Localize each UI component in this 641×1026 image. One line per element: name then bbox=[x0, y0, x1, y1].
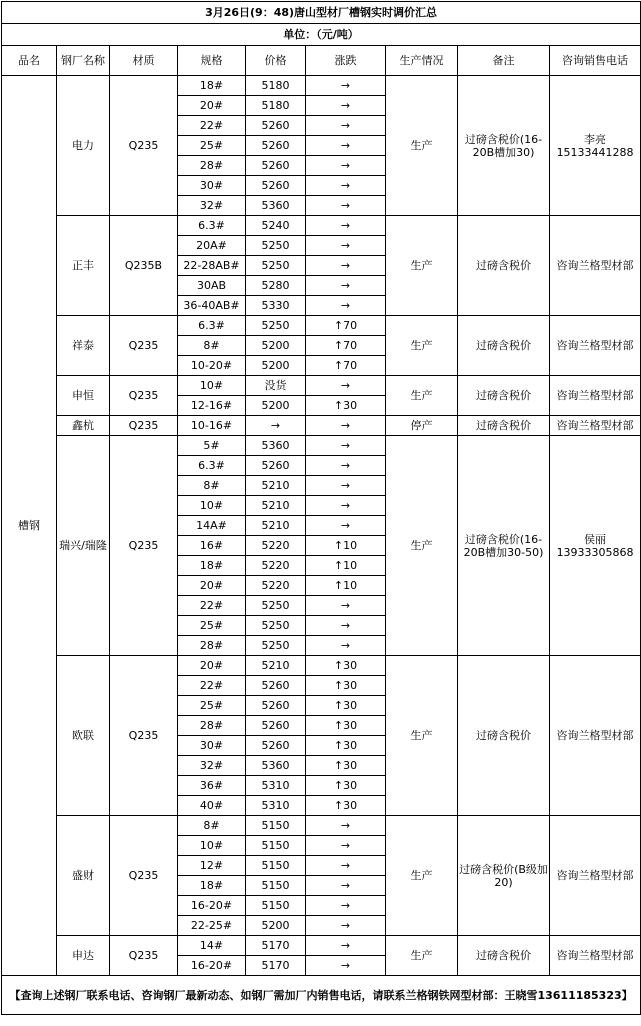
mill-name: 瑞兴/瑞隆 bbox=[57, 436, 110, 656]
contact: 咨询兰格型材部 bbox=[550, 376, 641, 416]
price-cell: 5260 bbox=[246, 676, 306, 696]
change-cell: ↑30 bbox=[306, 676, 386, 696]
material: Q235 bbox=[110, 76, 178, 216]
spec-cell: 20A# bbox=[178, 236, 246, 256]
price-cell: 5220 bbox=[246, 536, 306, 556]
change-cell: ↑30 bbox=[306, 716, 386, 736]
production-status: 生产 bbox=[386, 816, 458, 936]
price-cell: 5180 bbox=[246, 76, 306, 96]
change-cell: → bbox=[306, 116, 386, 136]
spec-cell: 18# bbox=[178, 876, 246, 896]
spec-cell: 6.3# bbox=[178, 216, 246, 236]
header-spec: 规格 bbox=[178, 46, 246, 76]
spec-cell: 10-16# bbox=[178, 416, 246, 436]
spec-cell: 8# bbox=[178, 816, 246, 836]
contact: 咨询兰格型材部 bbox=[550, 416, 641, 436]
change-cell: ↑30 bbox=[306, 736, 386, 756]
header-material: 材质 bbox=[110, 46, 178, 76]
table-row bbox=[2, 216, 641, 236]
price-cell: 5250 bbox=[246, 636, 306, 656]
material: Q235 bbox=[110, 816, 178, 936]
contact: 咨询兰格型材部 bbox=[550, 216, 641, 316]
spec-cell: 16# bbox=[178, 536, 246, 556]
change-cell: → bbox=[306, 616, 386, 636]
price-cell: 5210 bbox=[246, 656, 306, 676]
footer-note: 【查询上述钢厂联系电话、咨询钢厂最新动态、如钢厂需加厂内销售电话，请联系兰格钢铁网型材部：王晓雪13611185323】 bbox=[2, 976, 641, 1015]
price-cell: 5150 bbox=[246, 816, 306, 836]
contact: 咨询兰格型材部 bbox=[550, 316, 641, 376]
spec-cell: 18# bbox=[178, 556, 246, 576]
spec-cell: 22# bbox=[178, 596, 246, 616]
spec-cell: 30AB bbox=[178, 276, 246, 296]
price-cell: 5240 bbox=[246, 216, 306, 236]
price-cell: 5260 bbox=[246, 176, 306, 196]
change-cell: → bbox=[306, 956, 386, 976]
change-cell: → bbox=[306, 516, 386, 536]
table-row bbox=[2, 76, 641, 96]
price-cell: 5150 bbox=[246, 896, 306, 916]
price-cell: 5180 bbox=[246, 96, 306, 116]
price-cell: 5360 bbox=[246, 196, 306, 216]
material: Q235 bbox=[110, 316, 178, 376]
spec-cell: 14# bbox=[178, 936, 246, 956]
price-cell: 5150 bbox=[246, 876, 306, 896]
price-cell: 5200 bbox=[246, 916, 306, 936]
change-cell: → bbox=[306, 596, 386, 616]
material: Q235 bbox=[110, 936, 178, 976]
remark: 过磅含税价(16-20B槽加30-50) bbox=[458, 436, 550, 656]
price-cell: 5250 bbox=[246, 316, 306, 336]
spec-cell: 6.3# bbox=[178, 316, 246, 336]
mill-name: 欧联 bbox=[57, 656, 110, 816]
change-cell: ↑30 bbox=[306, 696, 386, 716]
spec-cell: 30# bbox=[178, 736, 246, 756]
price-cell: 5260 bbox=[246, 736, 306, 756]
price-cell: 5260 bbox=[246, 456, 306, 476]
table-row bbox=[2, 816, 641, 836]
change-cell: ↑70 bbox=[306, 336, 386, 356]
spec-cell: 22-28AB# bbox=[178, 256, 246, 276]
change-cell: → bbox=[306, 256, 386, 276]
material: Q235 bbox=[110, 416, 178, 436]
remark: 过磅含税价(16-20B槽加30) bbox=[458, 76, 550, 216]
change-cell: → bbox=[306, 136, 386, 156]
price-cell: 5280 bbox=[246, 276, 306, 296]
change-cell: → bbox=[306, 236, 386, 256]
price-cell: 5250 bbox=[246, 256, 306, 276]
remark: 过磅含税价 bbox=[458, 416, 550, 436]
spec-cell: 22# bbox=[178, 116, 246, 136]
spec-cell: 5# bbox=[178, 436, 246, 456]
spec-cell: 22# bbox=[178, 676, 246, 696]
change-cell: → bbox=[306, 436, 386, 456]
change-cell: ↑10 bbox=[306, 556, 386, 576]
change-cell: → bbox=[306, 836, 386, 856]
change-cell: → bbox=[306, 296, 386, 316]
price-cell: 5170 bbox=[246, 936, 306, 956]
material: Q235B bbox=[110, 216, 178, 316]
contact: 咨询兰格型材部 bbox=[550, 656, 641, 816]
spec-cell: 36# bbox=[178, 776, 246, 796]
spec-cell: 12-16# bbox=[178, 396, 246, 416]
change-cell: → bbox=[306, 816, 386, 836]
remark: 过磅含税价 bbox=[458, 656, 550, 816]
price-cell: 5200 bbox=[246, 336, 306, 356]
price-cell: 5150 bbox=[246, 856, 306, 876]
spec-cell: 18# bbox=[178, 76, 246, 96]
production-status: 生产 bbox=[386, 936, 458, 976]
production-status: 生产 bbox=[386, 436, 458, 656]
spec-cell: 25# bbox=[178, 696, 246, 716]
spec-cell: 14A# bbox=[178, 516, 246, 536]
spec-cell: 25# bbox=[178, 136, 246, 156]
contact: 李亮15133441288 bbox=[550, 76, 641, 216]
price-cell: 5220 bbox=[246, 556, 306, 576]
contact: 咨询兰格型材部 bbox=[550, 936, 641, 976]
spec-cell: 16-20# bbox=[178, 896, 246, 916]
change-cell: ↑30 bbox=[306, 756, 386, 776]
price-cell: 5260 bbox=[246, 696, 306, 716]
price-cell: 5210 bbox=[246, 516, 306, 536]
table-row bbox=[2, 416, 641, 436]
spec-cell: 28# bbox=[178, 716, 246, 736]
remark: 过磅含税价 bbox=[458, 376, 550, 416]
change-cell: ↑70 bbox=[306, 316, 386, 336]
spec-cell: 8# bbox=[178, 336, 246, 356]
header-product: 品名 bbox=[2, 46, 57, 76]
production-status: 生产 bbox=[386, 76, 458, 216]
change-cell: → bbox=[306, 196, 386, 216]
price-cell: 5260 bbox=[246, 156, 306, 176]
price-cell: 5260 bbox=[246, 716, 306, 736]
remark: 过磅含税价(B级加20) bbox=[458, 816, 550, 936]
production-status: 生产 bbox=[386, 656, 458, 816]
mill-name: 正丰 bbox=[57, 216, 110, 316]
spec-cell: 10# bbox=[178, 836, 246, 856]
spec-cell: 12# bbox=[178, 856, 246, 876]
spec-cell: 32# bbox=[178, 756, 246, 776]
spec-cell: 20# bbox=[178, 656, 246, 676]
header-price: 价格 bbox=[246, 46, 306, 76]
price-cell: 5170 bbox=[246, 956, 306, 976]
spec-cell: 20# bbox=[178, 576, 246, 596]
mill-name: 祥泰 bbox=[57, 316, 110, 376]
change-cell: → bbox=[306, 216, 386, 236]
production-status: 生产 bbox=[386, 216, 458, 316]
change-cell: ↑10 bbox=[306, 536, 386, 556]
price-cell: 5250 bbox=[246, 596, 306, 616]
change-cell: → bbox=[306, 916, 386, 936]
table-row bbox=[2, 656, 641, 676]
change-cell: → bbox=[306, 76, 386, 96]
change-cell: → bbox=[306, 176, 386, 196]
change-cell: → bbox=[306, 456, 386, 476]
change-cell: ↑30 bbox=[306, 796, 386, 816]
change-cell: → bbox=[306, 876, 386, 896]
unit-label: 单位：（元/吨） bbox=[2, 24, 641, 46]
price-cell: 5150 bbox=[246, 836, 306, 856]
change-cell: → bbox=[306, 636, 386, 656]
change-cell: → bbox=[306, 96, 386, 116]
spec-cell: 32# bbox=[178, 196, 246, 216]
remark: 过磅含税价 bbox=[458, 316, 550, 376]
change-cell: ↑30 bbox=[306, 396, 386, 416]
table-row bbox=[2, 376, 641, 396]
change-cell: ↑70 bbox=[306, 356, 386, 376]
remark: 过磅含税价 bbox=[458, 936, 550, 976]
change-cell: → bbox=[306, 376, 386, 396]
spec-cell: 28# bbox=[178, 156, 246, 176]
spec-cell: 25# bbox=[178, 616, 246, 636]
mill-name: 电力 bbox=[57, 76, 110, 216]
price-cell: 5360 bbox=[246, 436, 306, 456]
header-change: 涨跌 bbox=[306, 46, 386, 76]
spec-cell: 30# bbox=[178, 176, 246, 196]
production-status: 生产 bbox=[386, 316, 458, 376]
mill-name: 申达 bbox=[57, 936, 110, 976]
price-cell: 5200 bbox=[246, 356, 306, 376]
price-cell: 5260 bbox=[246, 116, 306, 136]
change-cell: → bbox=[306, 156, 386, 176]
change-cell: → bbox=[306, 856, 386, 876]
spec-cell: 40# bbox=[178, 796, 246, 816]
mill-name: 鑫杭 bbox=[57, 416, 110, 436]
remark: 过磅含税价 bbox=[458, 216, 550, 316]
price-cell: 5210 bbox=[246, 496, 306, 516]
page-title: 3月26日(9：48)唐山型材厂槽钢实时调价汇总 bbox=[2, 2, 641, 24]
header-remark: 备注 bbox=[458, 46, 550, 76]
table-row bbox=[2, 936, 641, 956]
material: Q235 bbox=[110, 656, 178, 816]
header-contact: 咨询销售电话 bbox=[550, 46, 641, 76]
table-row bbox=[2, 436, 641, 456]
change-cell: ↑30 bbox=[306, 776, 386, 796]
change-cell: → bbox=[306, 476, 386, 496]
change-cell: ↑30 bbox=[306, 656, 386, 676]
price-cell: 5220 bbox=[246, 576, 306, 596]
spec-cell: 6.3# bbox=[178, 456, 246, 476]
price-table bbox=[1, 1, 641, 1015]
price-cell: 5200 bbox=[246, 396, 306, 416]
price-cell: 5250 bbox=[246, 236, 306, 256]
spec-cell: 16-20# bbox=[178, 956, 246, 976]
change-cell: → bbox=[306, 896, 386, 916]
table-header-row bbox=[2, 46, 641, 76]
spec-cell: 36-40AB# bbox=[178, 296, 246, 316]
price-cell: 5360 bbox=[246, 756, 306, 776]
contact: 咨询兰格型材部 bbox=[550, 816, 641, 936]
header-mill: 钢厂名称 bbox=[57, 46, 110, 76]
change-cell: → bbox=[306, 496, 386, 516]
production-status: 生产 bbox=[386, 376, 458, 416]
spec-cell: 8# bbox=[178, 476, 246, 496]
price-cell: 没货 bbox=[246, 376, 306, 396]
price-cell: 5260 bbox=[246, 136, 306, 156]
production-status: 停产 bbox=[386, 416, 458, 436]
spec-cell: 10# bbox=[178, 376, 246, 396]
price-cell: 5330 bbox=[246, 296, 306, 316]
header-production: 生产情况 bbox=[386, 46, 458, 76]
price-cell: 5250 bbox=[246, 616, 306, 636]
spec-cell: 10-20# bbox=[178, 356, 246, 376]
mill-name: 申恒 bbox=[57, 376, 110, 416]
table-row bbox=[2, 316, 641, 336]
spec-cell: 10# bbox=[178, 496, 246, 516]
contact: 侯丽13933305868 bbox=[550, 436, 641, 656]
change-cell: → bbox=[306, 276, 386, 296]
mill-name: 盛财 bbox=[57, 816, 110, 936]
change-cell: ↑10 bbox=[306, 576, 386, 596]
spec-cell: 28# bbox=[178, 636, 246, 656]
price-cell: 5310 bbox=[246, 776, 306, 796]
price-cell: 5310 bbox=[246, 796, 306, 816]
spec-cell: 20# bbox=[178, 96, 246, 116]
product-name: 槽钢 bbox=[2, 76, 57, 976]
footer-row bbox=[2, 976, 641, 1015]
spec-cell: 22-25# bbox=[178, 916, 246, 936]
price-cell: 5210 bbox=[246, 476, 306, 496]
change-cell: → bbox=[306, 416, 386, 436]
change-cell: → bbox=[306, 936, 386, 956]
price-cell: → bbox=[246, 416, 306, 436]
material: Q235 bbox=[110, 436, 178, 656]
material: Q235 bbox=[110, 376, 178, 416]
